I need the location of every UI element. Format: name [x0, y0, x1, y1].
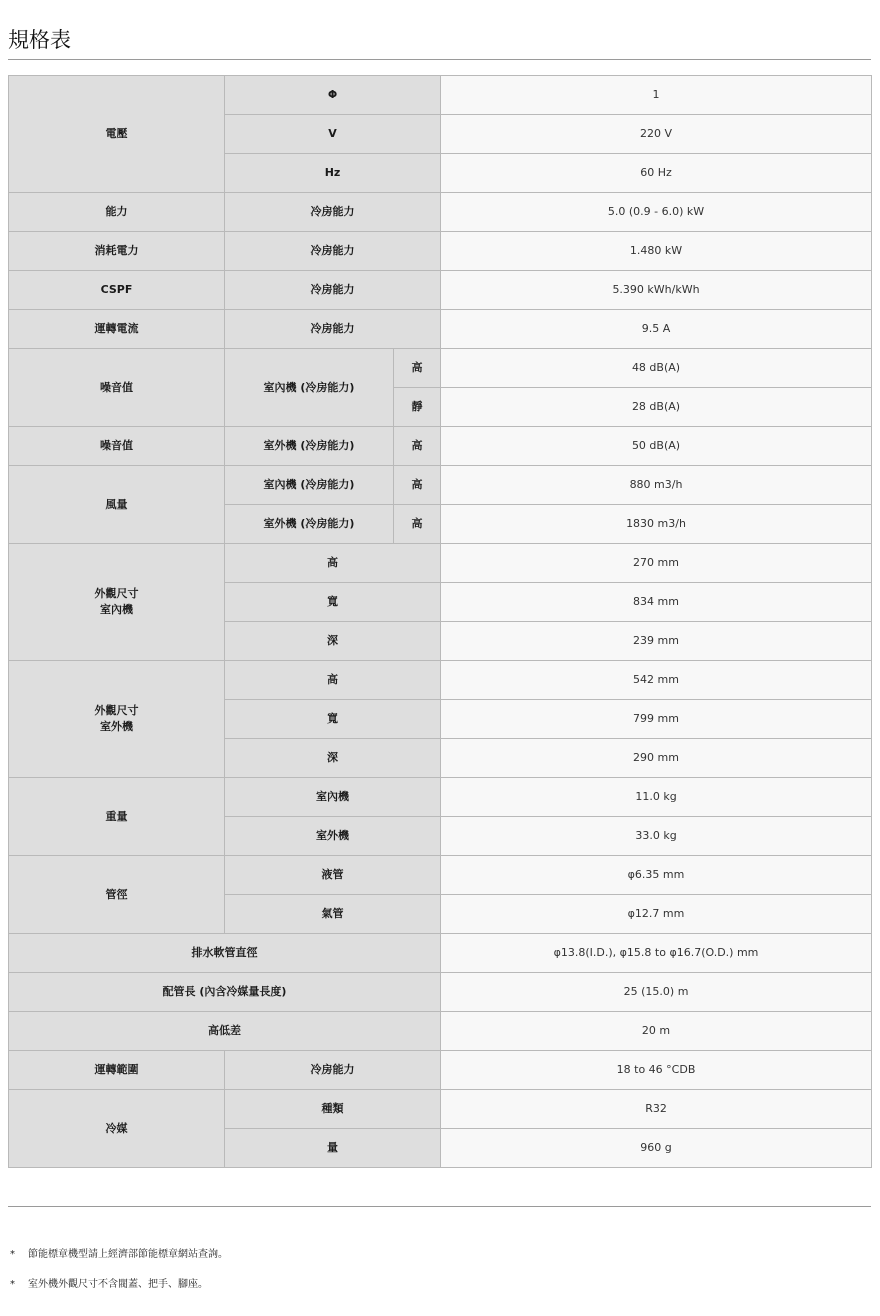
table-row: [9, 349, 872, 388]
row-label-dim-outdoor: [9, 661, 225, 778]
value-phase: 1: [441, 76, 872, 115]
value-pipe-gas: φ12.7 mm: [441, 895, 872, 934]
row-label-operating-range: 運轉範圍: [9, 1051, 225, 1090]
value-height-diff: 20 m: [441, 1012, 872, 1051]
value-power: 1.480 kW: [441, 232, 872, 271]
mode-label-airflow-indoor: 高: [394, 466, 441, 505]
value-pipe-liquid: φ6.35 mm: [441, 856, 872, 895]
mode-label-noise-indoor-quiet: 靜: [394, 388, 441, 427]
value-dim-outdoor-depth: 290 mm: [441, 739, 872, 778]
sub-label-refrigerant-amount: 量: [225, 1129, 441, 1168]
sub-label-current: 冷房能力: [225, 310, 441, 349]
sub-label-refrigerant-type: 種類: [225, 1090, 441, 1129]
value-refrigerant-amount: 960 g: [441, 1129, 872, 1168]
table-row: [9, 934, 872, 973]
row-label-noise-indoor: 噪音值: [9, 349, 225, 427]
sub-label-dim-outdoor-depth: 深: [225, 739, 441, 778]
value-dim-indoor-width: 834 mm: [441, 583, 872, 622]
value-dim-outdoor-width: 799 mm: [441, 700, 872, 739]
table-row: [9, 856, 872, 895]
value-drain: φ13.8(I.D.), φ15.8 to φ16.7(O.D.) mm: [441, 934, 872, 973]
value-airflow-indoor: 880 m3/h: [441, 466, 872, 505]
value-airflow-outdoor: 1830 m3/h: [441, 505, 872, 544]
row-label-cspf: CSPF: [9, 271, 225, 310]
row-label-dim-indoor-line2: 室內機: [100, 603, 133, 616]
value-volt: 220 V: [441, 115, 872, 154]
value-weight-indoor: 11.0 kg: [441, 778, 872, 817]
value-current: 9.5 A: [441, 310, 872, 349]
table-row: [9, 427, 872, 466]
table-row: [9, 1051, 872, 1090]
sub-label-dim-indoor-height: 高: [225, 544, 441, 583]
value-refrigerant-type: R32: [441, 1090, 872, 1129]
row-label-power: 消耗電力: [9, 232, 225, 271]
sub-label-noise-outdoor: 室外機 (冷房能力): [225, 427, 394, 466]
sub-label-weight-indoor: 室內機: [225, 778, 441, 817]
row-label-noise-outdoor: 噪音值: [9, 427, 225, 466]
sub-label-pipe-liquid: 液管: [225, 856, 441, 895]
sub-label-hz: Hz: [225, 154, 441, 193]
value-capacity: 5.0 (0.9 - 6.0) kW: [441, 193, 872, 232]
footnote-text: 節能標章機型請上經濟部節能標章網站查詢。: [28, 1249, 228, 1260]
row-label-dim-indoor: [9, 544, 225, 661]
row-label-dim-outdoor-line1: 外觀尺寸: [94, 704, 139, 717]
footnote: [10, 1248, 228, 1262]
sub-label-phase: Φ: [225, 76, 441, 115]
table-row: [9, 1090, 872, 1129]
table-row: [9, 778, 872, 817]
sub-label-capacity: 冷房能力: [225, 193, 441, 232]
value-cspf: 5.390 kWh/kWh: [441, 271, 872, 310]
footnote-mark: *: [10, 1249, 15, 1260]
mode-label-noise-indoor-high: 高: [394, 349, 441, 388]
row-label-pipe-length: 配管長 (內含冷媒量長度): [9, 973, 441, 1012]
table-row: [9, 193, 872, 232]
table-row: [9, 271, 872, 310]
sub-label-dim-outdoor-height: 高: [225, 661, 441, 700]
value-hz: 60 Hz: [441, 154, 872, 193]
title-divider: [8, 59, 871, 60]
sub-label-dim-indoor-width: 寬: [225, 583, 441, 622]
sub-label-cspf: 冷房能力: [225, 271, 441, 310]
value-pipe-length: 25 (15.0) m: [441, 973, 872, 1012]
footnote-text: 室外機外觀尺寸不含閥蓋、把手、腳座。: [28, 1279, 208, 1290]
value-operating-range: 18 to 46 °CDB: [441, 1051, 872, 1090]
table-row: [9, 466, 872, 505]
table-row: [9, 232, 872, 271]
table-row: [9, 544, 872, 583]
value-weight-outdoor: 33.0 kg: [441, 817, 872, 856]
footnote: [10, 1278, 208, 1292]
table-row: [9, 973, 872, 1012]
row-label-pipe: 管徑: [9, 856, 225, 934]
sub-label-dim-outdoor-width: 寬: [225, 700, 441, 739]
row-label-capacity: 能力: [9, 193, 225, 232]
footer-divider: [8, 1206, 871, 1207]
row-label-refrigerant: 冷媒: [9, 1090, 225, 1168]
value-dim-outdoor-height: 542 mm: [441, 661, 872, 700]
page-title: 規格表: [8, 28, 71, 52]
row-label-dim-indoor-line1: 外觀尺寸: [94, 587, 139, 600]
sub-label-airflow-indoor: 室內機 (冷房能力): [225, 466, 394, 505]
value-noise-outdoor-high: 50 dB(A): [441, 427, 872, 466]
spec-table: [8, 75, 872, 1168]
sub-label-power: 冷房能力: [225, 232, 441, 271]
row-label-current: 運轉電流: [9, 310, 225, 349]
value-noise-indoor-quiet: 28 dB(A): [441, 388, 872, 427]
sub-label-operating-range: 冷房能力: [225, 1051, 441, 1090]
sub-label-airflow-outdoor: 室外機 (冷房能力): [225, 505, 394, 544]
sub-label-volt: V: [225, 115, 441, 154]
row-label-dim-outdoor-line2: 室外機: [100, 720, 133, 733]
table-row: [9, 76, 872, 115]
sub-label-noise-indoor: 室內機 (冷房能力): [225, 349, 394, 427]
mode-label-airflow-outdoor: 高: [394, 505, 441, 544]
row-label-weight: 重量: [9, 778, 225, 856]
row-label-drain: 排水軟管直徑: [9, 934, 441, 973]
table-row: [9, 1012, 872, 1051]
value-noise-indoor-high: 48 dB(A): [441, 349, 872, 388]
sub-label-weight-outdoor: 室外機: [225, 817, 441, 856]
table-row: [9, 310, 872, 349]
value-dim-indoor-height: 270 mm: [441, 544, 872, 583]
row-label-height-diff: 高低差: [9, 1012, 441, 1051]
table-row: [9, 661, 872, 700]
mode-label-noise-outdoor-high: 高: [394, 427, 441, 466]
sub-label-pipe-gas: 氣管: [225, 895, 441, 934]
row-label-voltage: 電壓: [9, 76, 225, 193]
value-dim-indoor-depth: 239 mm: [441, 622, 872, 661]
footnote-mark: *: [10, 1279, 15, 1290]
row-label-airflow: 風量: [9, 466, 225, 544]
sub-label-dim-indoor-depth: 深: [225, 622, 441, 661]
